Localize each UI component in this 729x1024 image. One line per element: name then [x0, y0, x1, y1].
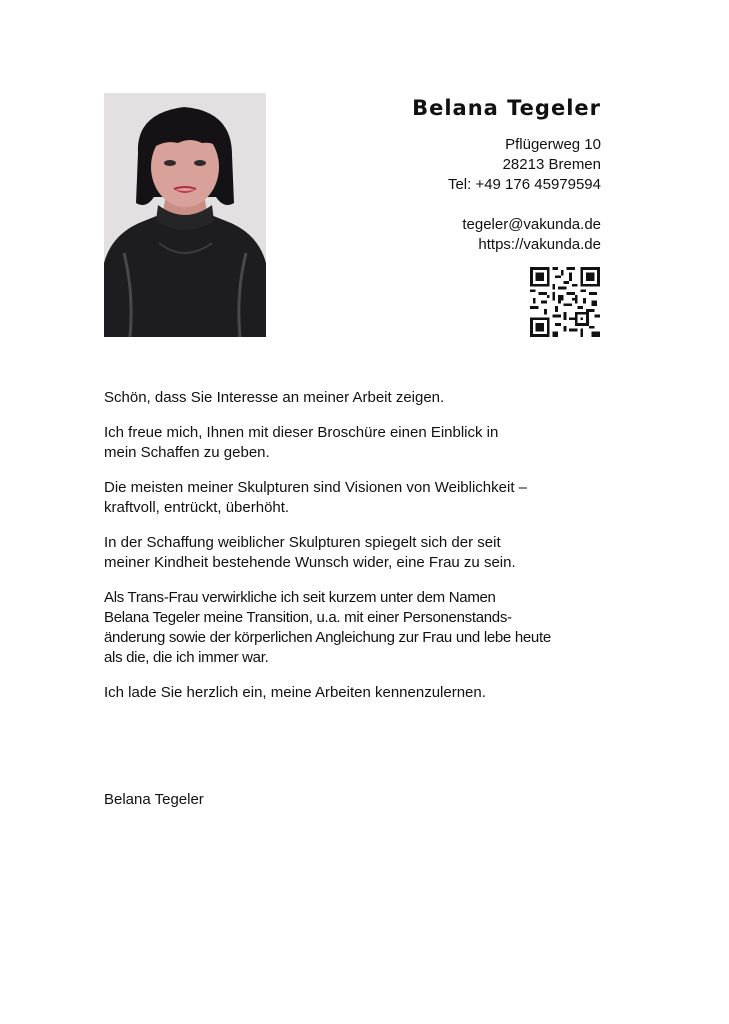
paragraph-line: meiner Kindheit bestehende Wunsch wider, eine Frau zu sein.	[104, 554, 516, 571]
letter-body	[104, 388, 604, 718]
street-line: Pflügerweg 10	[505, 136, 601, 153]
website-link[interactable]: https://vakunda.de	[478, 236, 601, 253]
portrait-photo	[104, 93, 266, 337]
paragraph-line: Belana Tegeler meine Transition, u.a. mit einer Personenstands-	[104, 609, 512, 626]
phone-line: Tel: +49 176 45979594	[447, 176, 601, 193]
paragraph-line: änderung sowie der körperlichen Angleichung zur Frau und lebe heute	[104, 629, 551, 646]
paragraph-brochure	[104, 423, 604, 463]
sender-contact	[412, 215, 601, 255]
letterhead	[412, 93, 601, 255]
paragraph-transition	[104, 588, 604, 668]
city-line: 28213 Bremen	[502, 156, 601, 173]
paragraph-line: kraftvoll, entrückt, überhöht.	[104, 499, 290, 516]
email-link[interactable]: tegeler@vakunda.de	[462, 216, 601, 233]
paragraph-intro	[104, 388, 604, 408]
paragraph-line: In der Schaffung weiblicher Skulpturen spiegelt sich der seit	[104, 534, 501, 551]
paragraph-line: Ich freue mich, Ihnen mit dieser Broschüre einen Einblick in	[104, 424, 499, 441]
paragraph-line: mein Schaffen zu geben.	[104, 444, 270, 461]
paragraph-line: Die meisten meiner Skulpturen sind Visionen von Weiblichkeit –	[104, 479, 527, 496]
paragraph-sculptures	[104, 478, 604, 518]
paragraph-invitation	[104, 683, 604, 703]
paragraph-line: Ich lade Sie herzlich ein, meine Arbeiten kennenzulernen.	[104, 684, 486, 701]
qr-code	[530, 267, 600, 337]
sender-name: Belana Tegeler	[412, 96, 601, 120]
paragraph-childhood	[104, 533, 604, 573]
paragraph-line: Als Trans-Frau verwirkliche ich seit kurzem unter dem Namen	[104, 589, 496, 606]
signature: Belana Tegeler	[104, 791, 204, 808]
paragraph-line: Schön, dass Sie Interesse an meiner Arbeit zeigen.	[104, 389, 445, 406]
paragraph-line: als die, die ich immer war.	[104, 649, 269, 666]
sender-address	[412, 135, 601, 195]
